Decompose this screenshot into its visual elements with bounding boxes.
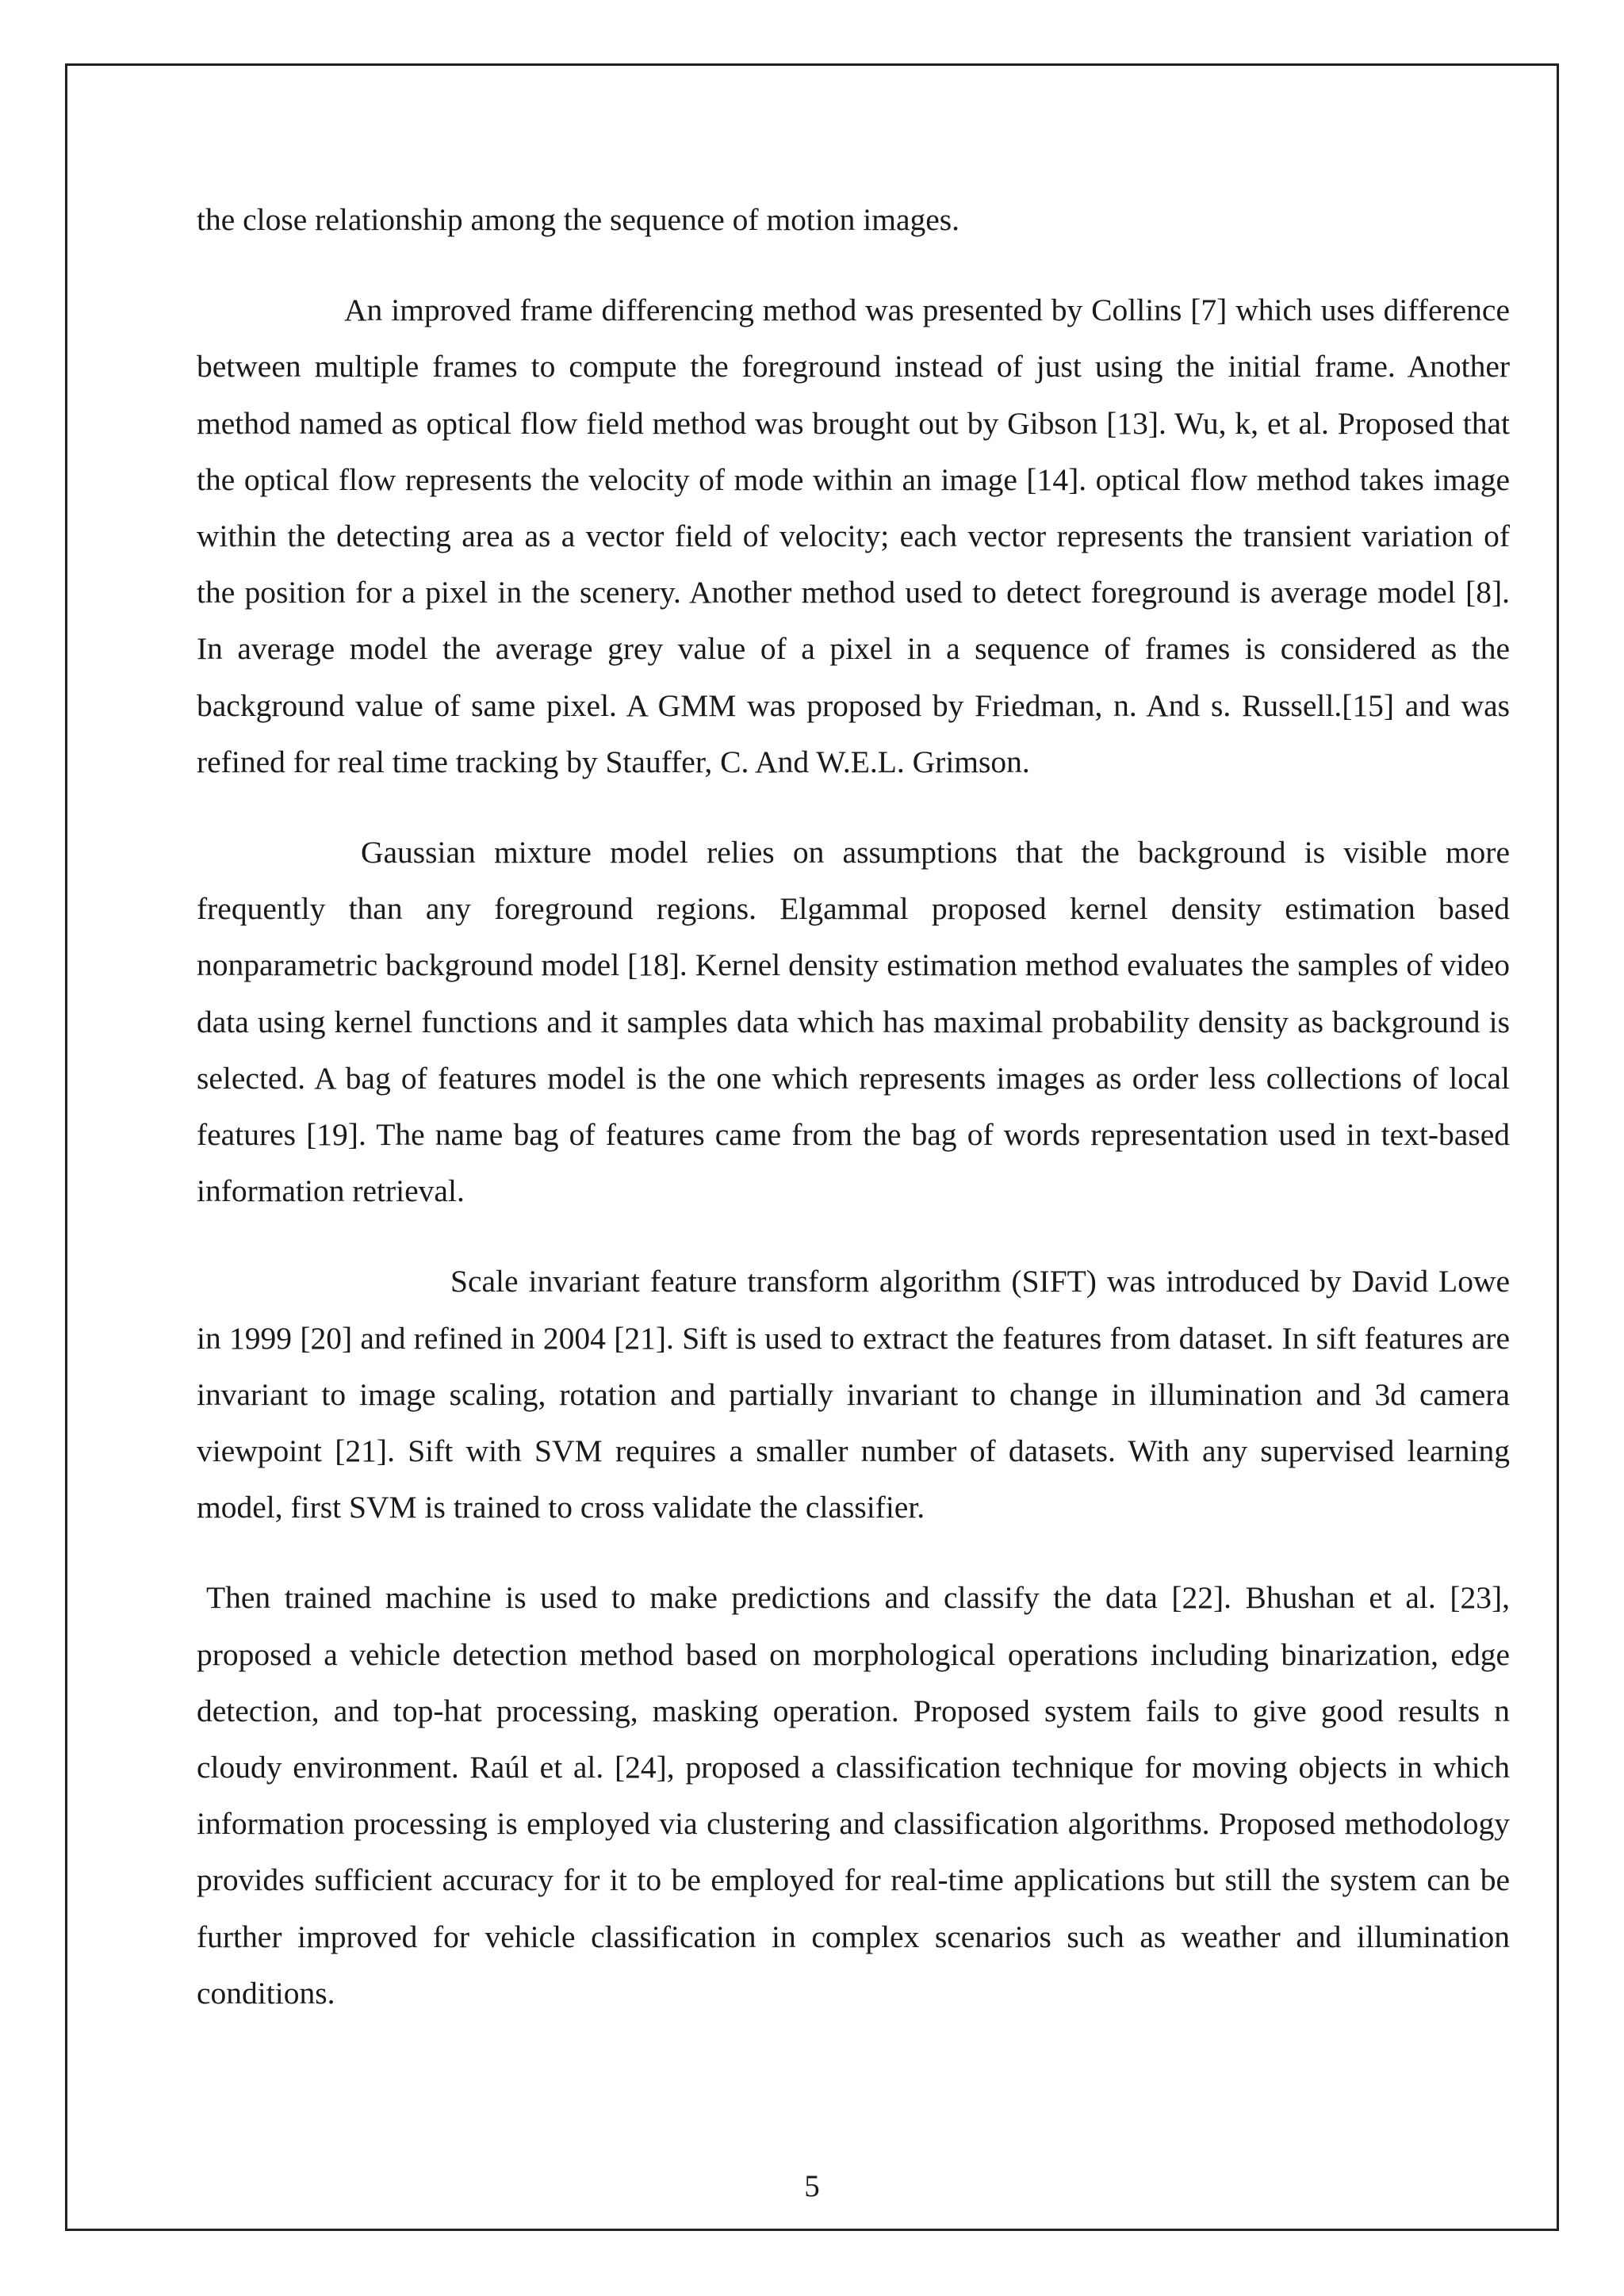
paragraph-classification: Then trained machine is used to make predictions and classify the data [22]. Bhushan et al. [23], proposed a vehicle detection method based on morphological operations including binarization, edge detection, and top-hat processing, masking operation. Proposed system fails to give good results n cloudy environment. Raúl et al. [24], proposed a classification technique for moving objects in which information processing is employed via clustering and classification algorithms. Proposed methodology provides sufficient accuracy for it to be employed for real-time applications but still the system can be further improved for vehicle classification in complex scenarios such as weather and illumination conditions. [197, 1580, 1510, 2011]
page-number: 5 [804, 2169, 820, 2203]
paragraph-continuation: the close relationship among the sequence of motion images. [197, 202, 960, 237]
document-body [197, 192, 1510, 2022]
paragraph-frame-differencing: An improved frame differencing method was presented by Collins [7] which uses difference between multiple frames to compute the foreground instead of just using the initial frame. Another method named as optical flow field method was brought out by Gibson [13]. Wu, k, et al. Proposed that the optical flow represents the velocity of mode within an image [14]. optical flow method takes image within the detecting area as a vector field of velocity; each vector represents the transient variation of the position for a pixel in the scenery. Another method used to detect foreground is average model [8]. In average model the average grey value of a pixel in a sequence of frames is considered as the background value of same pixel. A GMM was proposed by Friedman, n. And s. Russell.[15] and was refined for real time tracking by Stauffer, C. And W.E.L. Grimson. [197, 293, 1510, 779]
paragraph-sift: Scale invariant feature transform algorithm (SIFT) was introduced by David Lowe in 1999 [20] and refined in 2004 [21]. Sift is used to extract the features from dataset. In sift features are invariant to image scaling, rotation and partially invariant to change in illumination and 3d camera viewpoint [21]. Sift with SVM requires a smaller number of datasets. With any supervised learning model, first SVM is trained to cross validate the classifier. [197, 1264, 1510, 1525]
paragraph-gaussian-mixture: Gaussian mixture model relies on assumptions that the background is visible more frequently than any foreground regions. Elgammal proposed kernel density estimation based nonparametric background model [18]. Kernel density estimation method evaluates the samples of video data using kernel functions and it samples data which has maximal probability density as background is selected. A bag of features model is the one which represents images as order less collections of local features [19]. The name bag of features came from the bag of words representation used in text-based information retrieval. [197, 835, 1510, 1209]
